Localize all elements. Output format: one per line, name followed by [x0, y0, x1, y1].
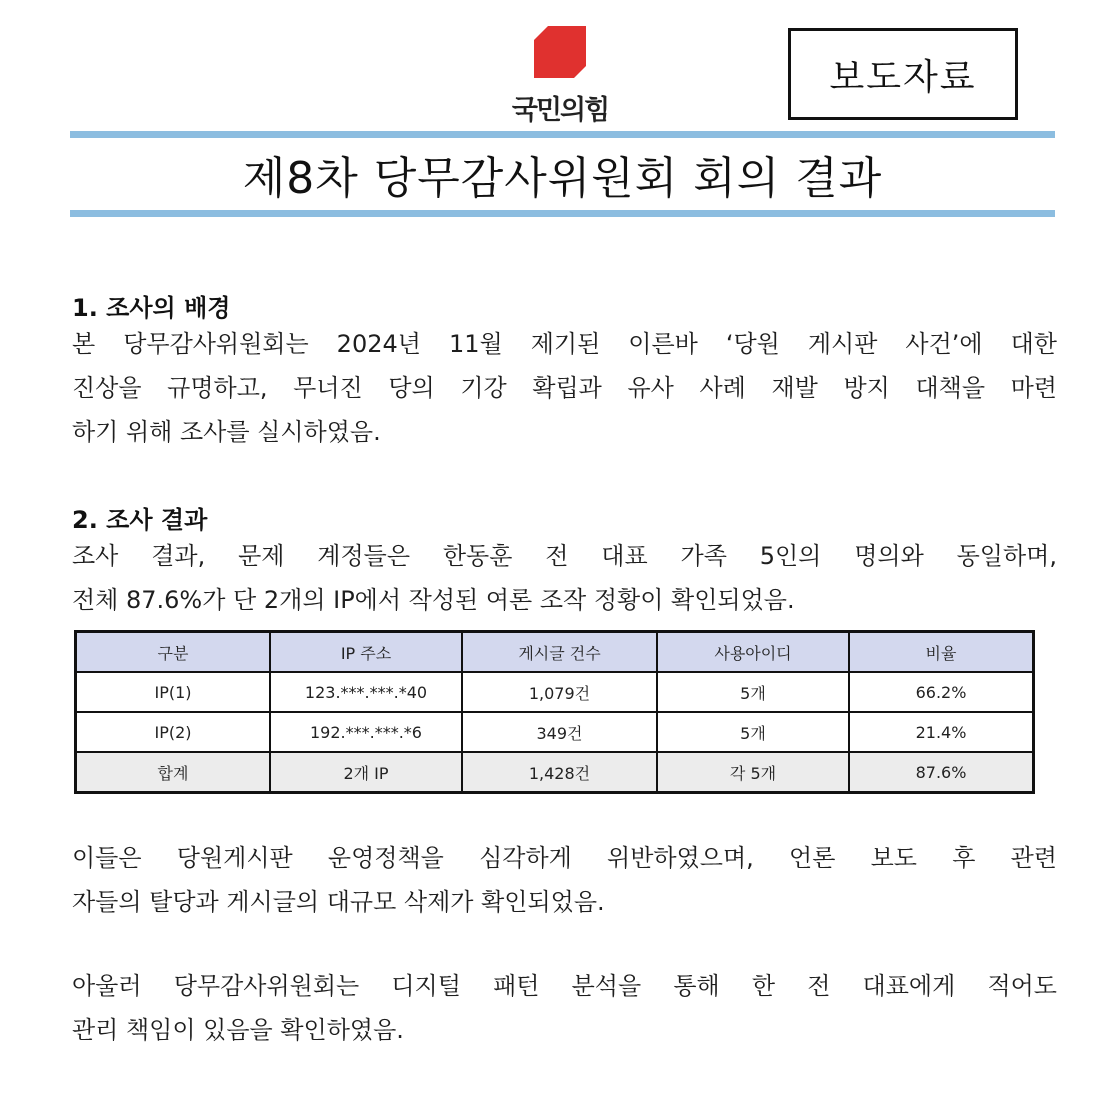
ip-result-table — [74, 630, 1035, 794]
table-header-cell: 사용아이디 — [657, 632, 849, 673]
table-cell: 21.4% — [849, 712, 1034, 752]
section2-line: 전체 87.6%가 단 2개의 IP에서 작성된 여론 조작 정황이 확인되었음. — [72, 586, 795, 614]
paragraph-line: 아울러 당무감사위원회는 디지털 패턴 분석을 통해 한 전 대표에게 적어도 — [72, 972, 1057, 1000]
party-logo — [490, 26, 630, 126]
table-cell: 5개 — [657, 712, 849, 752]
table-cell: 1,079건 — [462, 672, 657, 712]
section2-line: 조사 결과, 문제 계정들은 한동훈 전 대표 가족 5인의 명의와 동일하며, — [72, 542, 1057, 570]
section1-heading: 1. 조사의 배경 — [72, 294, 231, 322]
table-cell: IP(2) — [76, 712, 271, 752]
section2-body — [72, 534, 1057, 622]
table-cell: 123.***.***.*40 — [270, 672, 462, 712]
section1-line: 진상을 규명하고, 무너진 당의 기강 확립과 유사 사례 재발 방지 대책을 마련 — [72, 374, 1057, 402]
press-release-label: 보도자료 — [788, 28, 1018, 120]
party-logo-icon — [534, 26, 586, 78]
title-rule-top — [70, 131, 1055, 138]
table-total-row — [76, 752, 1034, 793]
table-header-cell: 비율 — [849, 632, 1034, 673]
table-cell: 87.6% — [849, 752, 1034, 793]
table-header-cell: 구분 — [76, 632, 271, 673]
table-cell: 5개 — [657, 672, 849, 712]
table-cell: 2개 IP — [270, 752, 462, 793]
table-cell: 66.2% — [849, 672, 1034, 712]
paragraph-responsibility — [72, 964, 1057, 1052]
table-cell: 1,428건 — [462, 752, 657, 793]
table-cell: IP(1) — [76, 672, 271, 712]
paragraph-line: 관리 책임이 있음을 확인하였음. — [72, 1016, 404, 1044]
table-cell: 349건 — [462, 712, 657, 752]
table-header-cell: IP 주소 — [270, 632, 462, 673]
table-header-row — [76, 632, 1034, 673]
section1-line: 하기 위해 조사를 실시하였음. — [72, 418, 381, 446]
section1-body — [72, 322, 1057, 454]
paragraph-line: 자들의 탈당과 게시글의 대규모 삭제가 확인되었음. — [72, 888, 605, 916]
paragraph-line: 이들은 당원게시판 운영정책을 심각하게 위반하였으며, 언론 보도 후 관련 — [72, 844, 1057, 872]
party-logo-text: 국민의힘 — [511, 95, 609, 126]
table-cell: 192.***.***.*6 — [270, 712, 462, 752]
table-header-cell: 게시글 건수 — [462, 632, 657, 673]
section1-line: 본 당무감사위원회는 2024년 11월 제기된 이른바 ‘당원 게시판 사건’에 대한 — [72, 330, 1057, 358]
document-title: 제8차 당무감사위원회 회의 결과 — [242, 153, 883, 204]
paragraph-violation — [72, 836, 1057, 924]
table-row — [76, 712, 1034, 752]
table-row — [76, 672, 1034, 712]
section2-heading: 2. 조사 결과 — [72, 506, 208, 534]
table-cell: 합계 — [76, 752, 271, 793]
table-cell: 각 5개 — [657, 752, 849, 793]
title-rule-bottom — [70, 210, 1055, 217]
